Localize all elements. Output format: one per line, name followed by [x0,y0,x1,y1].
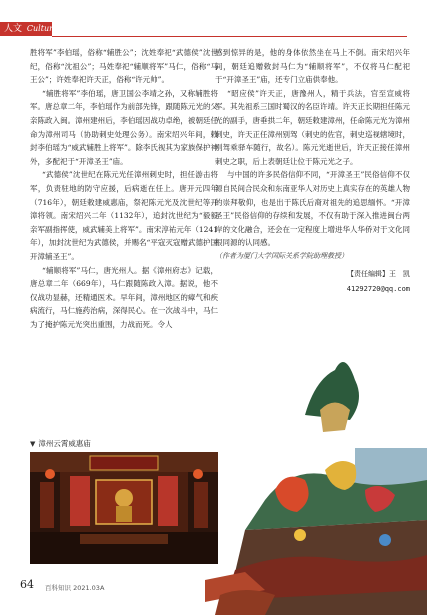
temple-photo [30,452,218,564]
right-paragraph-1: 感到惊异的是，他的身体依然坐在马上不倒。南宋绍兴年间，朝廷追赠敕封马仁为“辅顺将军”，不仅将马仁配祀于“开漳圣王”庙，还专门立庙供奉他。 [215,48,410,85]
triangle-icon: ▼ [30,440,36,448]
temple-interior-illustration [30,452,218,564]
header-rule [52,36,407,37]
section-label-en: Culture [26,24,58,33]
photo-caption [30,438,91,449]
photo-caption-text: 漳州云霄威惠庙 [38,439,91,448]
author-note: （作者为厦门大学国际关系学院助理教授） [215,251,348,260]
magazine-issue: 百科知识 2021.03A [45,584,105,592]
right-paragraph-3: 与中国的许多民俗信仰不同，“开漳圣王”民俗信仰不仅源自民间合民众和东南亚华人对历史上真实存在的英雄人物的崇拜敬仰，也是出于陈氏后裔对祖先的追思缅怀。“开漳圣王”民俗信仰的存续和发展，不仅有助于深入推进闽台两岸的文化融合，还会在一定程度上增进华人华侨对于文化同根同源的认同感。 [215,170,410,248]
right-column [215,46,410,297]
left-column [30,46,218,331]
roof-dragon-photo [205,340,427,615]
page-number: 64 [20,578,34,591]
editor-email: 41292720@qq.com [346,285,410,294]
right-paragraph-2: “昭应侯”许天正，唐豫州人，精于兵法，官至宣威将军。其先祖系三国时蜀汉的名臣许靖。许天正长期担任陈元光的副手，唐垂拱二年，朝廷敕建漳州，任命陈元光为漳州刺史，许天正任漳州别驾（刺史的佐官，刺史巡视辖境时，别驾乘驿车随行，故名）。陈元光逝世后，许天正接任漳州刺史之职，后上表朝廷让位于陈元光之子。 [215,88,410,166]
roof-ornament-illustration [205,340,427,615]
left-paragraph-1: 胜将军”李伯瑶，俗称“辅胜公”；沈姓奉祀“武德侯”沈世纪，俗称“沈祖公”；马姓奉祀“辅顺将军”马仁，俗称“马王公”；许姓奉祀许天正，俗称“许元帅”。 [30,48,218,85]
left-paragraph-2: “辅胜将军”李伯瑶，唐卫国公李靖之孙，又称辅胜将军。唐总章二年，李伯瑶作为前部先锋，跟随陈元光的父亲陈政入闽。漳州建州后，李伯瑶因战功卓绝，被朝廷任命为漳州司马（协助刺史处理公务）。南宋绍兴年间，敕封李伯瑶为“威武辅胜上将军”。除李氏视其为家族保护神外，多配祀于“开漳圣王”庙。 [30,88,218,166]
editor-credit: 【责任编辑】王 凯 [347,269,410,278]
left-paragraph-4: “辅顺将军”马仁，唐光州人。据《漳州府志》记载，唐总章二年（669年），马仁跟随陈政入漳。据说，他不仅战功显赫，还精通医术。早年间，漳州地区的瘴气和疾病流行，马仁施药治病，深得民心。在一次战斗中，马仁为了掩护陈元光突出重围，力战而死。令人 [30,265,218,329]
section-label: 人文 [4,24,23,34]
section-tag [0,22,58,36]
page-header [0,0,427,44]
left-paragraph-3: “武德侯”沈世纪在陈元光任漳州刺史时，担任游击将军，负责驻地的防守应援，后病逝在任上。唐开元四年（716年），朝廷敕建威惠庙，祭祀陈元光及沈世纪等开漳将领。南宋绍兴二年（1132年），追封沈世纪为“毅毅亲军副指挥使，威武辅美上将军”。南宋淳祐元年（1241年），加封沈世纪为武德侯，并赐名“平寇灭寇赠武德护国开漳辅圣王”。 [30,170,218,261]
